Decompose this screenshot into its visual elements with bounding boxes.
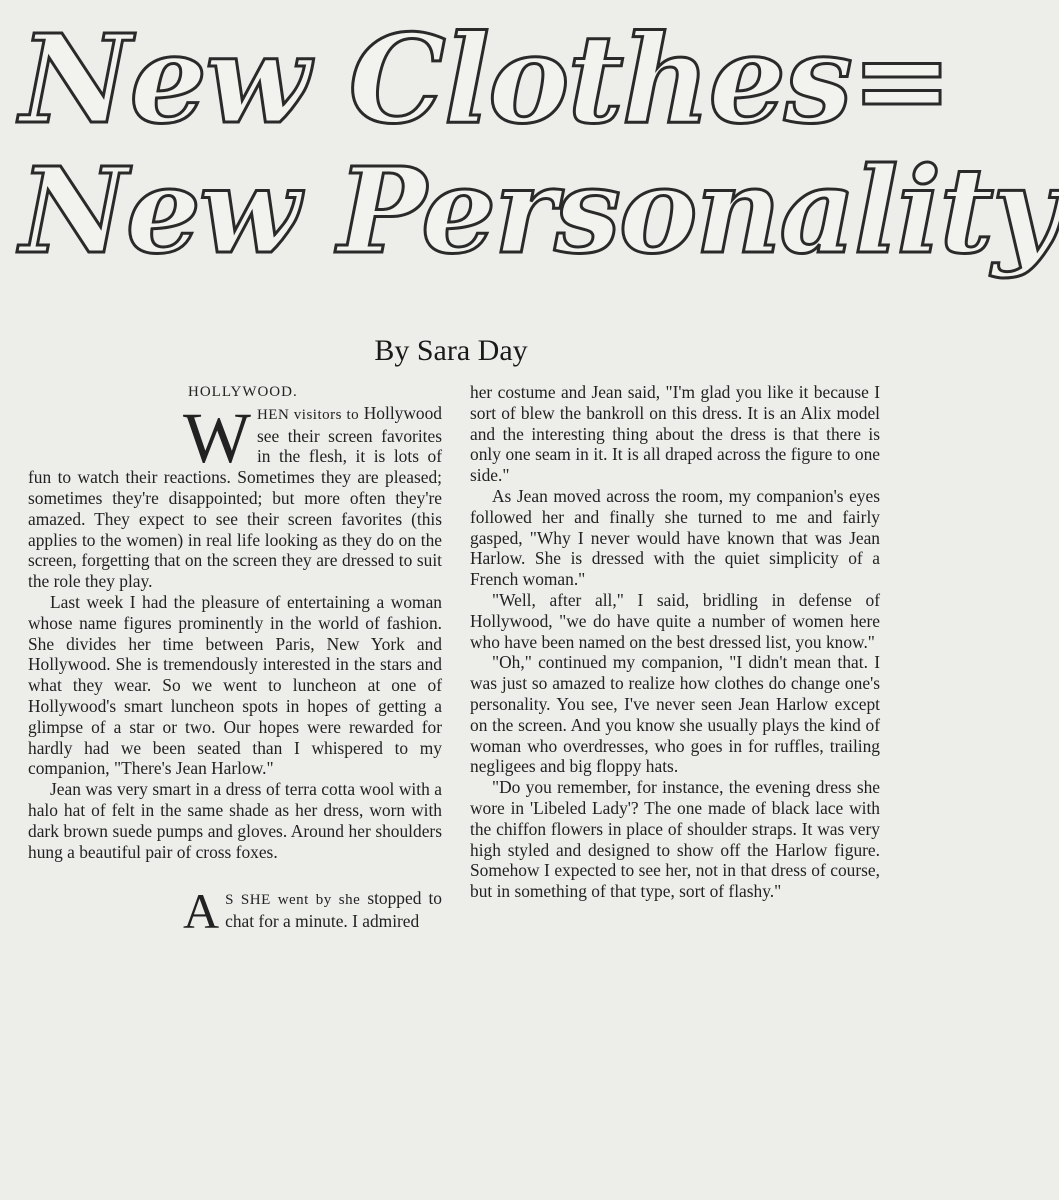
paragraph-4 bbox=[28, 883, 442, 940]
lead-small-caps: HEN visitors to bbox=[256, 406, 360, 423]
drop-cap-a: A bbox=[183, 883, 220, 940]
headline-line-2: New Personality bbox=[20, 141, 1059, 280]
paragraph-4-text: stopped to chat for a minute. I admired bbox=[225, 888, 442, 932]
dateline: HOLLYWOOD. bbox=[188, 384, 298, 400]
lead-paragraph bbox=[28, 397, 442, 592]
right-paragraph-3: "Well, after all," I said, bridling in defense of Hollywood, "we do have quite a number of women here who have been named on the best dressed list, you know." bbox=[470, 589, 880, 652]
right-paragraph-2: As Jean moved across the room, my companion's eyes followed her and finally she turned to me and fairly gasped, "Why I never would have known that was Jean Harlow. She is dressed with the quiet simplicity of a French woman." bbox=[470, 485, 880, 590]
lead-paragraph-text: Hollywood see their screen favorites in the flesh, it is lots of fun to watch their reactions. Sometimes they are pleased; sometimes they're disappointed; but more often they're amazed. They expect to see their screen favorites (this applies to the women) in real life looking as they do on the screen, forgetting that on the screen they are dressed to suit the role they play. bbox=[28, 402, 442, 592]
right-paragraph-4: "Oh," continued my companion, "I didn't mean that. I was just so amazed to realize how clothes do change one's personality. You see, I've never seen Jean Harlow except on the screen. And you know she usually plays the kind of woman who overdresses, who goes in for ruffles, trailing negligees and big floppy hats. bbox=[470, 652, 880, 777]
right-column bbox=[470, 382, 880, 902]
section-spacer bbox=[28, 862, 442, 888]
left-column bbox=[28, 382, 442, 940]
paragraph-3: Jean was very smart in a dress of terra cotta wool with a halo hat of felt in the same shade as her dress, worn with dark brown suede pumps and gloves. Around her shoulders hung a beautiful pair of cross foxes. bbox=[28, 779, 442, 862]
byline: By Sara Day bbox=[374, 334, 528, 367]
second-small-caps: S SHE went by she bbox=[225, 892, 361, 909]
paragraph-2: Last week I had the pleasure of entertaining a woman whose name figures prominently in the world of fashion. She divides her time between Paris, New York and Hollywood. She is tremendously interested in the stars and what they wear. So we went to luncheon at one of Hollywood's smart luncheon spots in hopes of getting a glimpse of a star or two. Our hopes were rewarded for hardly had we been seated than I whispered to my companion, "There's Jean Harlow." bbox=[28, 591, 442, 779]
drop-cap-w: W bbox=[183, 397, 251, 478]
headline-line-1: New Clothes= bbox=[20, 7, 952, 151]
right-paragraph-1: her costume and Jean said, "I'm glad you like it because I sort of blew the bankroll on this dress. It is an Alix model and the interesting thing about the dress is that there is only one seam in it. It is all draped across the figure to one side." bbox=[470, 382, 880, 486]
right-paragraph-5: "Do you remember, for instance, the evening dress she wore in 'Libeled Lady'? The one made of black lace with the chiffon flowers in place of shoulder straps. It was very high styled and designed to show off the Harlow figure. Somehow I expected to see her, not in that dress of course, but in something of that type, sort of flashy." bbox=[470, 777, 880, 902]
